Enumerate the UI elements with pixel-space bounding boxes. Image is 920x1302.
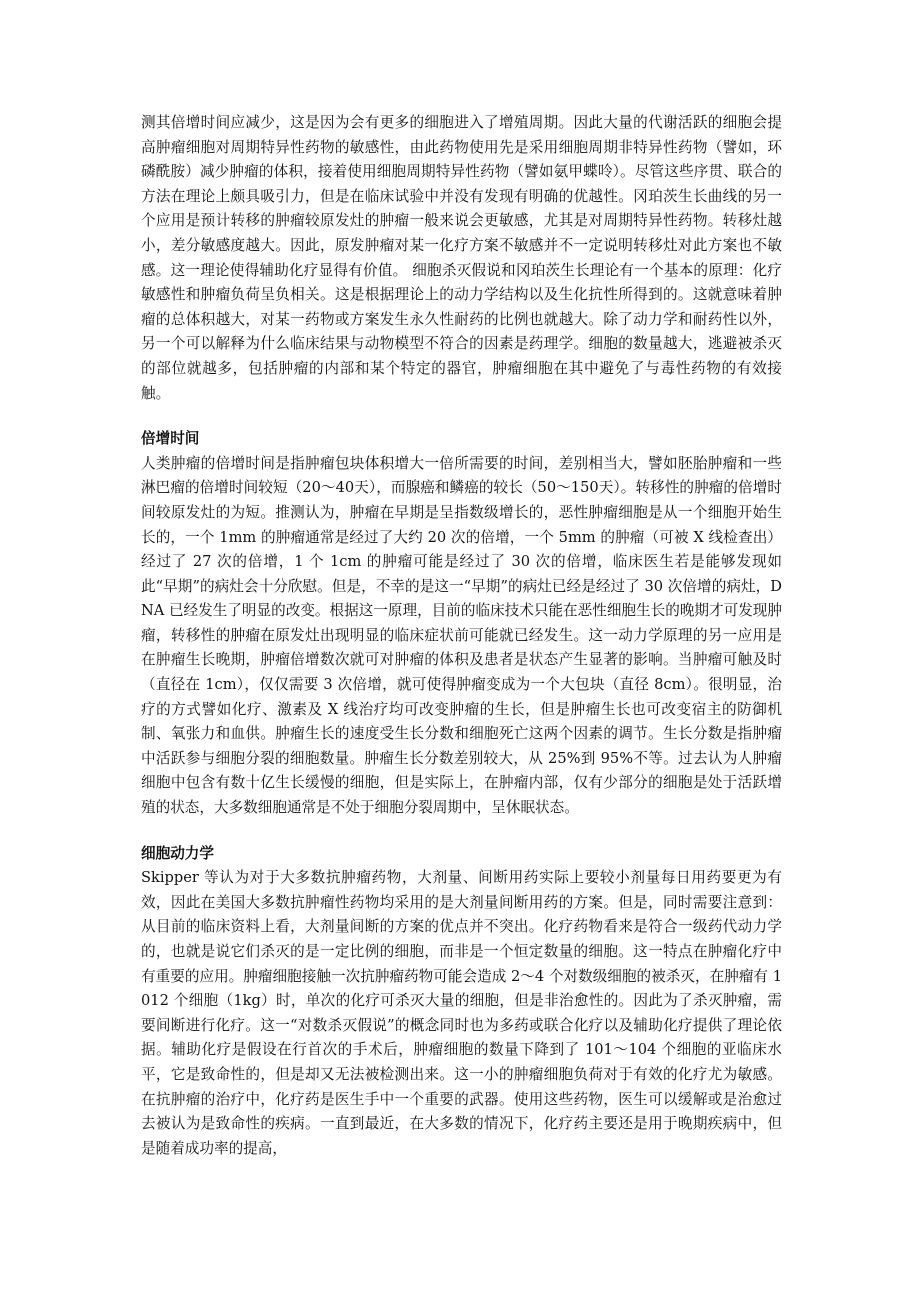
paragraph-doubling-time: 人类肿瘤的倍增时间是指肿瘤包块体积增大一倍所需要的时间，差别相当大，譬如胚胎肿瘤和一些淋巴瘤的倍增时间较短（20～40天），而腺癌和鳞癌的较长（50～150天）。转移性的肿瘤的倍增时间较原发灶的为短。推测认为，肿瘤在早期是呈指数级增长的，恶性肿瘤细胞是从一个细胞开始生长的，一个 1mm 的肿瘤通常是经过了大约 20 次的倍增，一个 5mm 的肿瘤（可被 X 线检查出）经过了 27 次的倍增，1 个 1cm 的肿瘤可能是经过了 30 次的倍增，临床医生若是能够发现如此“早期”的病灶会十分欣慰。但是，不幸的是这一“早期”的病灶已经是经过了 30 次倍增的病灶，DNA 已经发生了明显的改变。根据这一原理，目前的临床技术只能在恶性细胞生长的晚期才可发现肿瘤，转移性的肿瘤在原发灶出现明显的临床症状前可能就已经发生。这一动力学原理的另一应用是在肿瘤生长晚期，肿瘤倍增数次就可对肿瘤的体积及患者是状态产生显著的影响。当肿瘤可触及时（直径在 1cm），仅仅需要 3 次倍增，就可使得肿瘤变成为一个大包块（直径 8cm）。很明显，治疗的方式譬如化疗、激素及 X 线治疗均可改变肿瘤的生长，但是肿瘤生长也可改变宿主的防御机制、氧张力和血供。肿瘤生长的速度受生长分数和细胞死亡这两个因素的调节。生长分数是指肿瘤中活跃参与细胞分裂的细胞数量。肿瘤生长分数差别较大，从 25%到 95%不等。过去认为人肿瘤细胞中包含有数十亿生长缓慢的细胞，但是实际上，在肿瘤内部，仅有少部分的细胞是处于活跃增殖的状态，大多数细胞通常是不处于细胞分裂周期中，呈休眠状态。 [141,454,782,817]
document-page [141,111,782,1161]
heading-doubling-time: 倍增时间 [141,430,200,448]
paragraph-cell-kinetics: Skipper 等认为对于大多数抗肿瘤药物，大剂量、间断用药实际上要较小剂量每日用药要更为有效，因此在美国大多数抗肿瘤性药物均采用的是大剂量间断用药的方案。但是，同时需要注意到：从目前的临床资料上看，大剂量间断的方案的优点并不突出。化疗药物看来是符合一级药代动力学的，也就是说它们杀灭的是一定比例的细胞，而非是一个恒定数量的细胞。这一特点在肿瘤化疗中有重要的应用。肿瘤细胞接触一次抗肿瘤药物可能会造成 2～4 个对数级细胞的被杀灭，在肿瘤有 1012 个细胞（1kg）时，单次的化疗可杀灭大量的细胞，但是非治愈性的。因此为了杀灭肿瘤，需要间断进行化疗。这一“对数杀灭假说”的概念同时也为多药或联合化疗以及辅助化疗提供了理论依据。辅助化疗是假设在行首次的手术后，肿瘤细胞的数量下降到了 101～104 个细胞的亚临床水平，它是致命性的，但是却又无法被检测出来。这一小的肿瘤细胞负荷对于有效的化疗尤为敏感。 在抗肿瘤的治疗中，化疗药是医生手中一个重要的武器。使用这些药物，医生可以缓解或是治愈过去被认为是致命性的疾病。一直到最近，在大多数的情况下，化疗药主要还是用于晚期疾病中，但是随着成功率的提高， [141,869,782,1157]
section-gap [141,406,782,427]
paragraph-intro: 测其倍增时间应减少，这是因为会有更多的细胞进入了增殖周期。因此大量的代谢活跃的细胞会提高肿瘤细胞对周期特异性药物的敏感性，由此药物使用先是采用细胞周期非特异性药物（譬如，环磷酰胺）减少肿瘤的体积，接着使用细胞周期特异性药物（譬如氨甲蝶呤）。尽管这些序贯、联合的方法在理论上颇具吸引力，但是在临床试验中并没有发现有明确的优越性。冈珀茨生长曲线的另一个应用是预计转移的肿瘤较原发灶的肿瘤一般来说会更敏感，尤其是对周期特异性药物。转移灶越小，差分敏感度越大。因此，原发肿瘤对某一化疗方案不敏感并不一定说明转移灶对此方案也不敏感。这一理论使得辅助化疗显得有价值。 细胞杀灭假说和冈珀茨生长理论有一个基本的原理：化疗敏感性和肿瘤负荷呈负相关。这是根据理论上的动力学结构以及生化抗性所得到的。这就意味着肿瘤的总体积越大，对某一药物或方案发生永久性耐药的比例也就越大。除了动力学和耐药性以外，另一个可以解释为什么临床结果与动物模型不符合的因素是药理学。细胞的数量越大，逃避被杀灭的部位就越多，包括肿瘤的内部和某个特定的器官，肿瘤细胞在其中避免了与毒性药物的有效接触。 [141,114,782,402]
heading-cell-kinetics: 细胞动力学 [141,844,214,862]
section-gap [141,821,782,842]
